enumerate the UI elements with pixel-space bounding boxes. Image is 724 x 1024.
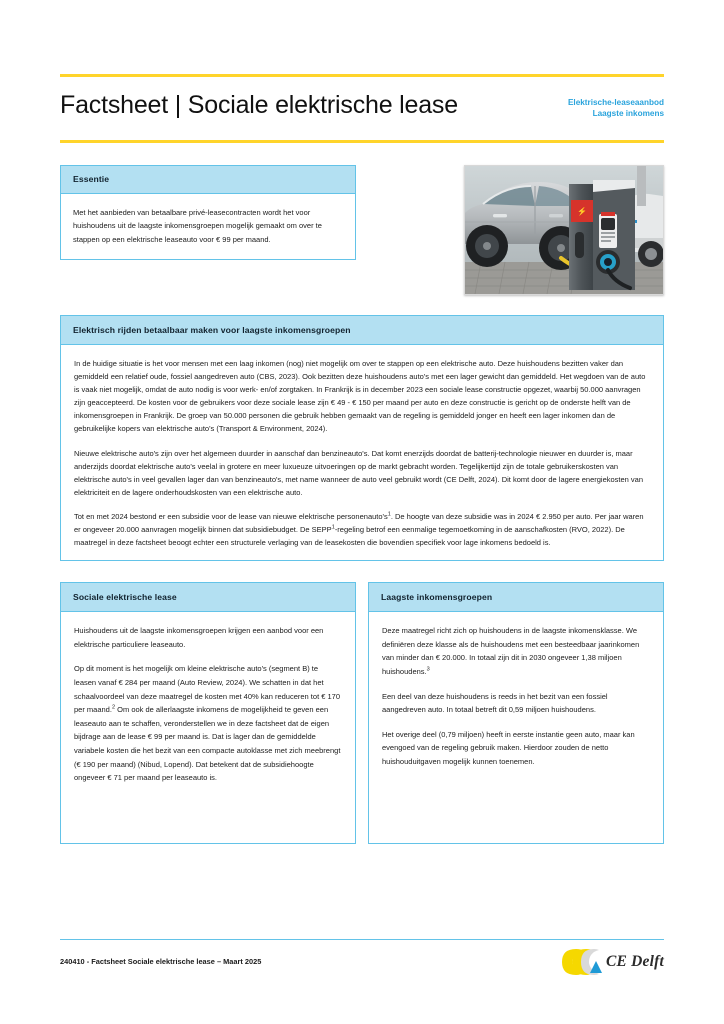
header-subtitle xyxy=(568,97,664,119)
left-panel-body xyxy=(61,612,355,797)
ce-delft-logo-text: CE Delft xyxy=(606,953,664,970)
svg-text:⚡: ⚡ xyxy=(577,207,587,216)
footer-reference: 240410 - Factsheet Sociale elektrische lease – Maart 2025 xyxy=(60,957,262,966)
main-panel-heading: Elektrisch rijden betaalbaar maken voor laagste inkomensgroepen xyxy=(61,316,663,345)
header-bottom-rule xyxy=(60,140,664,143)
ev-charging-photo-illustration xyxy=(465,166,663,294)
essentie-paragraph: Met het aanbieden van betaalbare privé-leasecontracten wordt het voor huishoudens uit de laagste inkomensgroepen mogelijk gemaakt om over te stappen op een elektrische leaseauto voor € 99 per maand. xyxy=(73,208,322,244)
left-paragraph-1: Huishoudens uit de laagste inkomensgroepen krijgen een aanbod voor een elektrische particuliere leaseauto. xyxy=(74,626,324,649)
sociale-elektrische-lease-panel xyxy=(60,582,356,844)
two-column-row xyxy=(60,582,664,844)
ce-delft-logo xyxy=(560,947,664,977)
main-paragraph-1: In de huidige situatie is het voor mensen met een laag inkomen (nog) niet mogelijk om over te stappen op een elektrische auto. Deze huishoudens bezitten vaker dan gemiddeld een relatief oude, fossiel aangedreven auto (CBS, 2023). Ook bezitten deze huishoudens auto's met een lager gewicht dan gemiddeld. Het wegdoen van de auto is vaak niet mogelijk, omdat de auto nodig is voor werk- en/of zorgtaken. In Frankrijk is in december 2023 een sociale lease constructie opgezet, waarbij 50.000 aanvragen zijn geaccepteerd. De kosten voor de gebruikers voor deze sociale lease zijn € 49 - € 150 per maand per auto en deze constructie is gericht op de onderste helft van de inkomensgroepen in Frankrijk. De groep van 50.000 personen die gebruik hebben gemaakt van de regeling is gemiddeld jonger en heeft een lager inkomen dan de gebruikelijke kopers van elektrische auto's (Transport & Environment, 2024). xyxy=(74,359,646,434)
essentie-heading: Essentie xyxy=(61,166,355,194)
page-title: Factsheet | Sociale elektrische lease xyxy=(60,91,458,119)
footnote-ref-3: 3 xyxy=(426,666,430,673)
left-paragraph-2 xyxy=(74,662,342,784)
right-paragraph-3: Het overige deel (0,79 miljoen) heeft in eerste instantie geen auto, maar kan evengoed van de regeling gebruik maken. Hierdoor zouden de netto huishouduitgaven mogelijk kunnen toenemen. xyxy=(382,729,635,766)
laagste-inkomensgroepen-panel xyxy=(368,582,664,844)
essentie-body xyxy=(61,194,355,259)
left-panel-heading: Sociale elektrische lease xyxy=(61,583,355,612)
header-band xyxy=(60,77,664,140)
right-paragraph-1 xyxy=(382,624,650,678)
essentie-panel xyxy=(60,165,356,260)
ce-delft-logo-icon xyxy=(560,947,602,977)
footnote-ref-1b: 1 xyxy=(331,524,335,531)
essentie-row xyxy=(60,165,664,295)
main-paragraph-3-part2: . De hoogte van deze subsidie was in 2024 € 2.950 per auto. Per jaar waren er ongeveer 20.000 aanvragen mogelijk binnen dat subsidiebudget. De SEPP xyxy=(74,511,644,535)
right-paragraph-1-part1: Deze maatregel richt zich op huishoudens in de laagste inkomensklasse. We definiëren deze klasse als de huishoudens met een besteedbaar jaarinkomen van minder dan € 20.000. In totaal zijn dit in 2030 ongeveer 1,38 miljoen huishoudens. xyxy=(382,626,640,676)
page-footer xyxy=(60,939,664,987)
left-paragraph-2-part1: Op dit moment is het mogelijk om kleine elektrische auto's (segment B) te leasen vanaf € 284 per maand (Auto Review, 2024). We schatten in dat het schaalvoordeel van deze maatregel de kosten met 40% kan reduceren tot € 170 per maand. xyxy=(74,664,341,715)
main-paragraph-3-part1: Tot en met 2024 bestond er een subsidie voor de lease van nieuwe elektrische personenauto's xyxy=(74,511,388,521)
main-panel xyxy=(60,315,664,561)
right-panel-body xyxy=(369,612,663,780)
right-paragraph-2: Een deel van deze huishoudens is reeds in het bezit van een fossiel aangedreven auto. In totaal betreft dit 0,59 miljoen huishoudens. xyxy=(382,691,608,715)
right-panel-heading: Laagste inkomensgroepen xyxy=(369,583,663,612)
left-paragraph-2-part2: Om ook de allerlaagste inkomens de mogelijkheid te geven een leaseauto aan te schaffen, veronderstellen we in deze factsheet dat de eigen bijdrage aan de lease € 99 per maand is. Dat is lager dan de gemiddelde variabele kosten die het bezit van een compacte autoklasse met zich meebrengt (€ 190 per maand) (Nibud, Lopend). Dat betekent dat de subsidiehoogte ongeveer € 71 per maand per leaseauto is. xyxy=(74,705,341,783)
main-panel-body xyxy=(61,345,663,560)
footnote-ref-1: 1 xyxy=(387,511,391,518)
main-panel-row xyxy=(60,315,664,561)
main-paragraph-2: Nieuwe elektrische auto's zijn over het algemeen duurder in aanschaf dan benzineauto's. Dat komt enerzijds doordat de batterij-technologie nieuwer en duurder is, maar anderzijds doordat elektrische auto's veelal in grotere en meer luxueuze uitvoeringen op de markt gebracht worden. Tegelijkertijd zijn de totale gebruikerskosten van elektrische auto's in veel gevallen lager dan van benzineauto's, met name wanneer de auto veel gebruikt wordt (CE Delft, 2024). Dit komt door de lagere energiekosten van elektriciteit en de lagere onderhoudskosten van een elektrische auto. xyxy=(74,448,644,497)
header-subtitle-line2: Laagste inkomens xyxy=(592,109,664,118)
main-paragraph-3 xyxy=(74,510,649,549)
header-subtitle-line1: Elektrische-leaseaanbod xyxy=(567,98,664,107)
footer-row xyxy=(60,940,664,986)
ev-charging-photo xyxy=(464,165,664,295)
footnote-ref-2: 2 xyxy=(111,704,116,711)
main-paragraph-3-part3: -regeling betrof een eenmalige tegemoetkoming in de aanschafkosten (RVO, 2022). De maatregel in deze factsheet beoogt echter een structurele verlaging van de leasekosten die bovendien specifiek voor lage inkomens bedoeld is. xyxy=(74,525,625,548)
